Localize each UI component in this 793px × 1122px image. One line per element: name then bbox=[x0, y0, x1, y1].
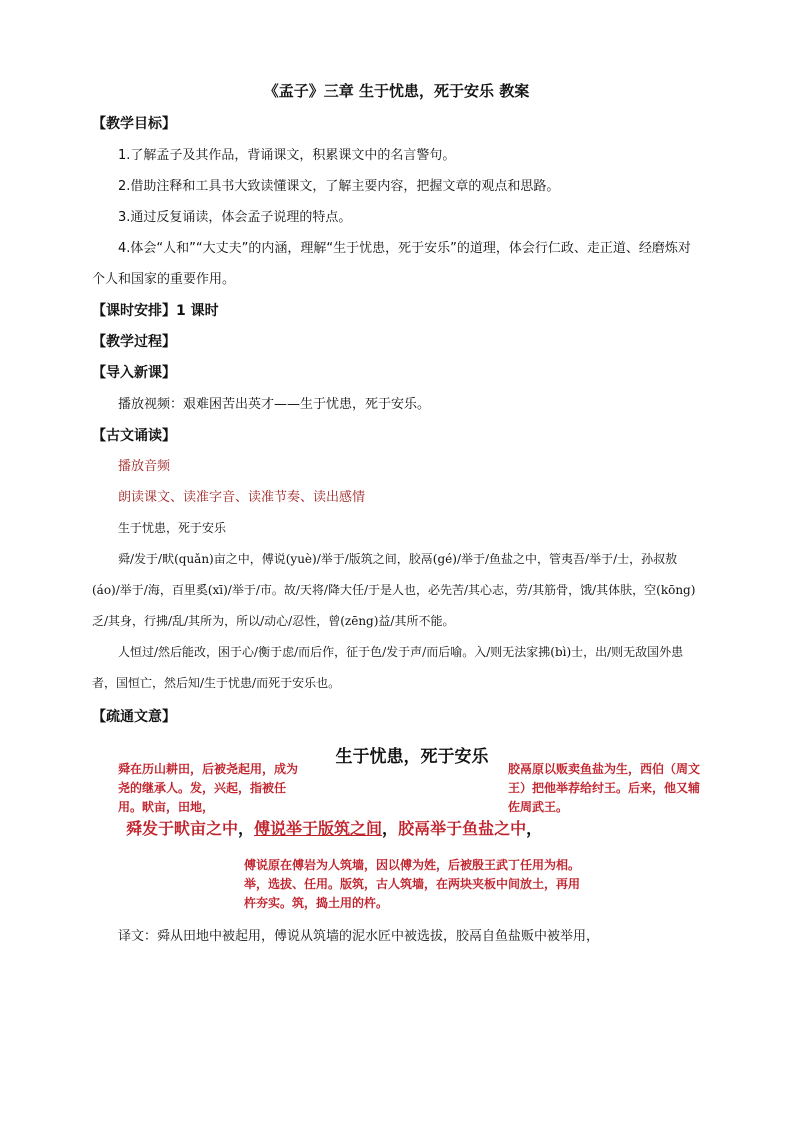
figure-main-sentence bbox=[126, 816, 542, 839]
schedule-label: 【课时安排】 bbox=[92, 303, 176, 319]
schedule-value: 1 课时 bbox=[176, 303, 219, 319]
goal-item-2: 2.借助注释和工具书大致读懂课文，了解主要内容，把握文章的观点和思路。 bbox=[118, 179, 560, 194]
classical-text-title: 生于忧患，死于安乐 bbox=[118, 521, 227, 535]
classical-text-para-2: 人恒过/然后能改，困于心/衡于虑/而后作，征于色/发于声/而后喻。入/则无法家拂(bì)士，出/则无敌国外患者，国恒亡，然后知/生于忧患/而死于安乐也。 bbox=[92, 645, 684, 690]
intro-text: 播放视频：艰难困苦出英才——生于忧患，死于安乐。 bbox=[118, 397, 431, 412]
heading-goals: 【教学目标】 bbox=[92, 116, 176, 132]
classical-text-para-1: 舜/发于/畎(quǎn)亩之中，傅说(yuè)/举于/版筑之间，胶鬲(gé)/举于/鱼盐之中，管夷吾/举于/士，孙叔敖(áo)/举于/海，百里奚(xī)/举于/市。故/天将/降大任/于是人也，必先苦/其心志，劳/其筋骨，饿/其体肤，空(kōng)乏/其身，行拂/乱/其所为，所以/动心/忍性，曾(zēng)益/其所不能。 bbox=[92, 552, 696, 628]
figure-title: 生于忧患，死于安乐 bbox=[335, 747, 489, 767]
main-sep-2: ， bbox=[382, 819, 399, 838]
document-title: 《孟子》三章 生于忧患，死于安乐 教案 bbox=[263, 82, 530, 100]
reading-audio-note: 播放音频 bbox=[118, 459, 171, 474]
main-phrase-shun: 舜发于畎亩之中 bbox=[126, 819, 239, 838]
main-phrase-fuyue: 傅说举于版筑之间 bbox=[254, 819, 383, 838]
heading-intro: 【导入新课】 bbox=[92, 365, 176, 381]
main-sep-1: ， bbox=[238, 819, 255, 838]
heading-explain: 【疏通文意】 bbox=[92, 709, 176, 725]
goal-item-1: 1.了解孟子及其作品，背诵课文，积累课文中的名言警句。 bbox=[118, 148, 456, 163]
note-shun: 舜在历山耕田，后被尧起用，成为尧的继承人。发，兴起，指被任用。畎亩，田地， bbox=[118, 762, 299, 814]
main-sep-3: ， bbox=[526, 819, 543, 838]
annotation-figure bbox=[112, 736, 712, 916]
heading-process: 【教学过程】 bbox=[92, 334, 176, 350]
heading-schedule bbox=[92, 300, 219, 320]
note-jiaoge: 胶鬲原以贩卖鱼盐为生，西伯（周文王）把他举荐给纣王。后来，他又辅佐周武王。 bbox=[508, 762, 701, 814]
heading-reading: 【古文诵读】 bbox=[92, 428, 176, 444]
reading-instructions: 朗读课文、读准字音、读准节奏、读出感情 bbox=[118, 490, 366, 505]
goal-item-4: 4.体会“人和”“大丈夫”的内涵，理解“生于忧患，死于安乐”的道理，体会行仁政、走正道、经磨炼对个人和国家的重要作用。 bbox=[92, 241, 691, 287]
goal-item-3: 3.通过反复诵读，体会孟子说理的特点。 bbox=[118, 210, 352, 225]
main-phrase-jiaoge: 胶鬲举于鱼盐之中 bbox=[398, 819, 527, 838]
translation-text: 译文：舜从田地中被起用，傅说从筑墙的泥水匠中被选拔，胶鬲自鱼盐贩中被举用， bbox=[118, 929, 600, 944]
note-fuyue: 傅说原在傅岩为人筑墙，因以傅为姓，后被殷王武丁任用为相。举，选拔、任用。版筑，古人筑墙，在两块夹板中间放土，再用杵夯实。筑，捣土用的杵。 bbox=[244, 858, 581, 910]
